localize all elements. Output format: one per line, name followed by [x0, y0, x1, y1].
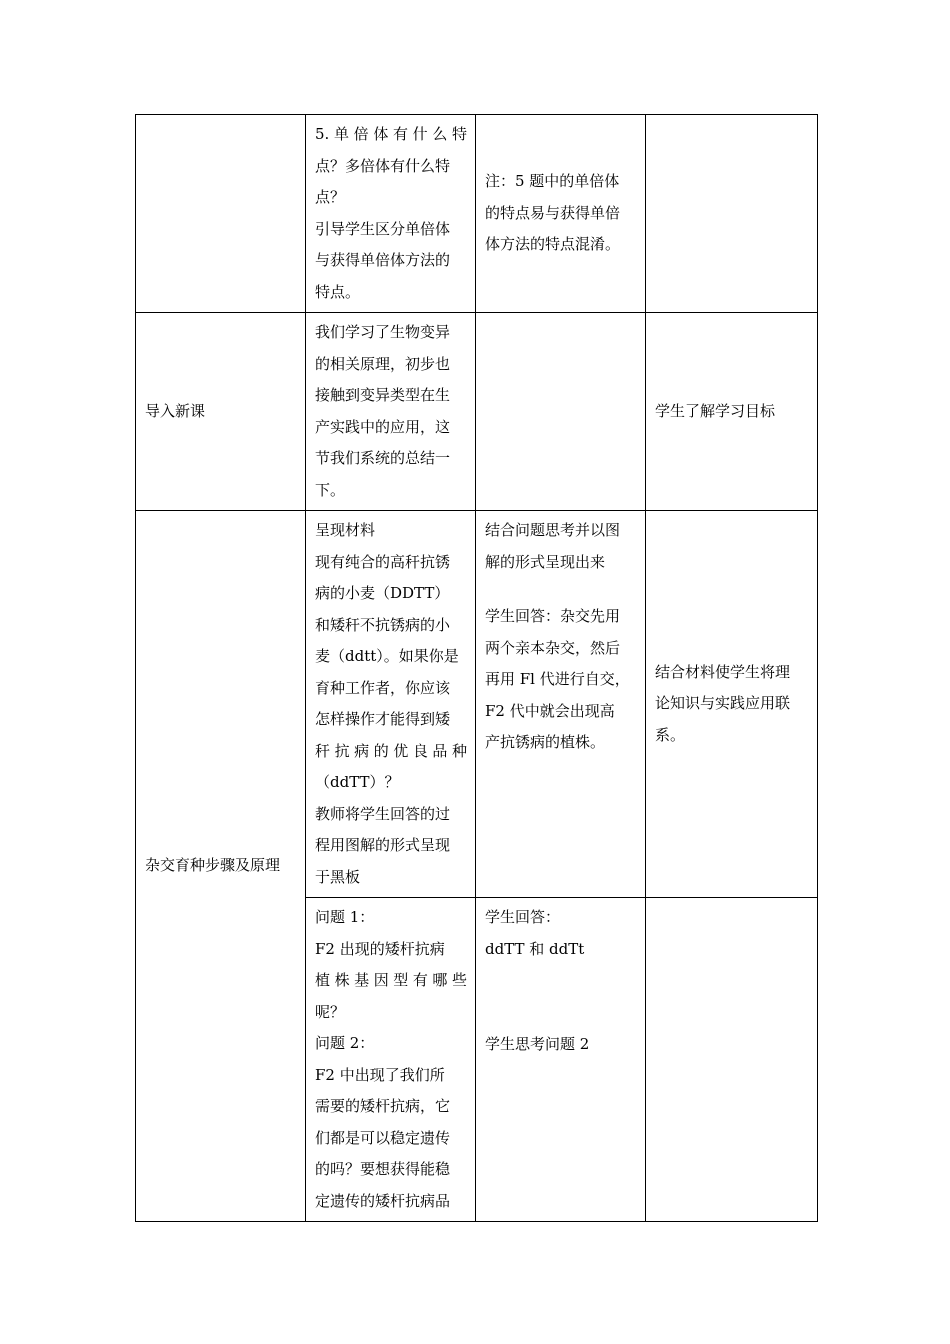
text-line: 下。	[315, 480, 346, 499]
lesson-plan-table	[135, 114, 818, 1222]
table-row	[136, 115, 818, 313]
purpose-cell	[646, 511, 818, 898]
text-line: 怎样操作才能得到矮	[315, 710, 451, 728]
text-line: 于黑板	[315, 867, 361, 886]
text-line: 注：5 题中的单倍体	[485, 172, 620, 191]
text-line: 问题 2：	[315, 1034, 375, 1052]
purpose-cell	[646, 115, 818, 313]
text-line: 我们学习了生物变异	[315, 323, 451, 341]
text-line: 和矮秆不抗锈病的小	[315, 615, 451, 634]
text-line: 学生回答：	[485, 908, 561, 926]
text-line: 论知识与实践应用联	[655, 694, 791, 713]
text-line: 再用 Fl 代进行自交，	[485, 670, 630, 688]
text-line: F2 代中就会出现高	[485, 701, 615, 720]
student-activity-cell	[476, 898, 646, 1222]
text-line: 体方法的特点混淆。	[485, 235, 621, 254]
text-line: 植株基因型有哪些	[315, 971, 467, 989]
stage-cell: 导入新课	[136, 313, 306, 511]
text-line: 麦（ddtt）。如果你是	[315, 647, 459, 665]
text-line: 呢？	[315, 1002, 346, 1021]
text-line: 秆抗病的优良品种	[315, 741, 467, 760]
spacer	[485, 578, 637, 601]
purpose-cell	[646, 898, 818, 1222]
teacher-activity-cell	[306, 511, 476, 898]
text-line: 产实践中的应用，这	[315, 417, 451, 436]
text-line: 现有纯合的高秆抗锈	[315, 552, 451, 571]
text-line: 节我们系统的总结一	[315, 449, 451, 467]
table-row	[136, 511, 818, 898]
text-line: 定遗传的矮杆抗病品	[315, 1191, 451, 1210]
student-activity-cell	[476, 115, 646, 313]
text-line: 问题 1：	[315, 908, 375, 926]
text-line: 5.单倍体有什么特	[315, 125, 467, 143]
text-line: 程用图解的形式呈现	[315, 836, 451, 854]
text-line: 结合材料使学生将理	[655, 662, 791, 681]
student-activity-cell	[476, 313, 646, 511]
text-line: 点？多倍体有什么特	[315, 156, 451, 175]
text-line: 需要的矮杆抗病，它	[315, 1097, 451, 1115]
teacher-activity-cell	[306, 898, 476, 1222]
text-line: 的相关原理，初步也	[315, 354, 451, 373]
text-line: 学生思考问题 2	[485, 1035, 590, 1053]
spacer	[485, 965, 637, 1029]
text-line: 解的形式呈现出来	[485, 552, 606, 571]
text-line: 们都是可以稳定遗传	[315, 1128, 451, 1147]
text-line: F2 中出现了我们所	[315, 1065, 445, 1084]
text-line: 学生回答：杂交先用	[485, 607, 621, 625]
text-line: 病的小麦（DDTT）	[315, 584, 450, 602]
text-line: 的吗？要想获得能稳	[315, 1160, 451, 1178]
text-line: 接触到变异类型在生	[315, 386, 451, 404]
text-line: 引导学生区分单倍体	[315, 219, 451, 238]
text-line: ddTT 和 ddTt	[485, 939, 585, 958]
text-line: 点？	[315, 188, 346, 206]
text-line: （ddTT）？	[315, 773, 400, 791]
text-line: F2 出现的矮杆抗病	[315, 939, 445, 958]
text-line: 学生了解学习目标	[655, 401, 776, 420]
text-line: 育种工作者，你应该	[315, 678, 451, 697]
purpose-cell	[646, 313, 818, 511]
text-line: 教师将学生回答的过	[315, 804, 451, 823]
teacher-activity-cell	[306, 313, 476, 511]
text-line: 系。	[655, 725, 686, 744]
text-line: 呈现材料	[315, 521, 376, 539]
text-line: 产抗锈病的植株。	[485, 733, 606, 751]
text-line: 特点。	[315, 282, 361, 301]
text-line: 两个亲本杂交，然后	[485, 638, 621, 657]
text-line: 结合问题思考并以图	[485, 521, 621, 539]
table-row	[136, 313, 818, 511]
teacher-activity-cell	[306, 115, 476, 313]
stage-cell: 杂交育种步骤及原理	[136, 511, 306, 1222]
student-activity-cell	[476, 511, 646, 898]
stage-cell	[136, 115, 306, 313]
text-line: 与获得单倍体方法的	[315, 251, 451, 269]
text-line: 的特点易与获得单倍	[485, 203, 621, 222]
